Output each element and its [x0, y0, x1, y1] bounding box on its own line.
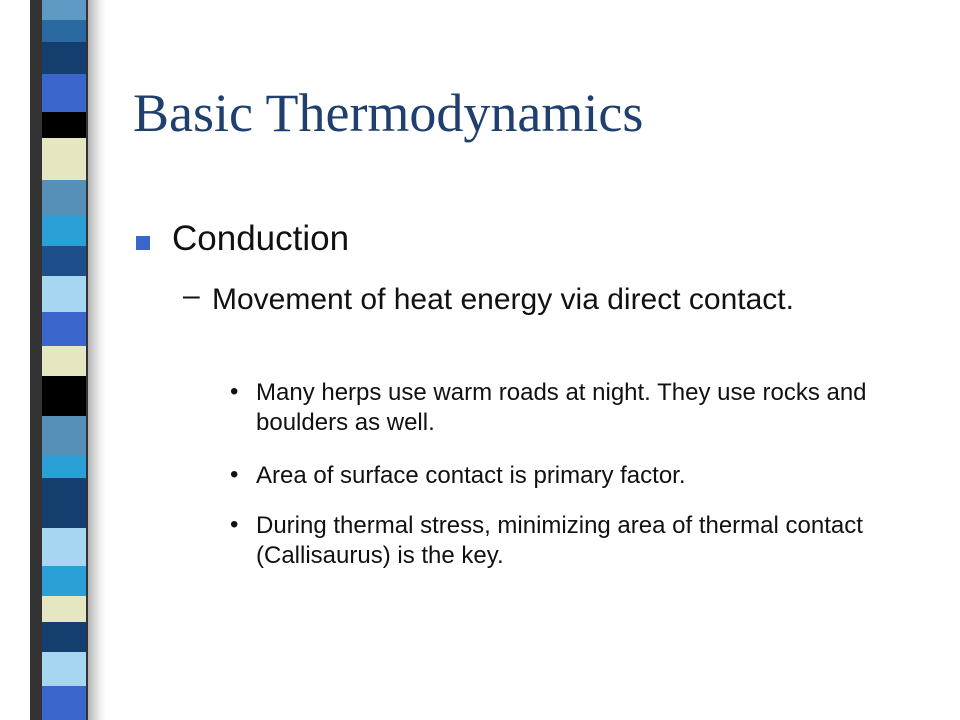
slide-title: Basic Thermodynamics	[133, 83, 644, 143]
decorative-stripe-bar	[30, 0, 90, 720]
square-bullet-icon	[136, 236, 150, 250]
stripe	[42, 0, 86, 20]
stripe	[42, 346, 86, 376]
stripe	[42, 276, 86, 312]
point-text: Area of surface contact is primary factor.	[256, 462, 686, 489]
stripe	[42, 20, 86, 42]
dot-bullet-icon: •	[230, 378, 239, 405]
point-text: Many herps use warm roads at night. They use rocks and boulders as well.	[256, 379, 867, 436]
stripe	[42, 566, 86, 596]
stripe	[42, 376, 86, 416]
stripe	[42, 246, 86, 276]
stripe	[42, 528, 86, 566]
stripe	[42, 622, 86, 652]
sub-bullet-text: Movement of heat energy via direct contact.	[212, 283, 794, 316]
stripe	[42, 686, 86, 720]
stripe	[42, 216, 86, 246]
dash-marker: –	[183, 279, 200, 312]
stripe	[42, 74, 86, 112]
stripe	[42, 180, 86, 216]
stripe	[42, 596, 86, 622]
stripe	[42, 42, 86, 74]
stripe	[42, 478, 86, 528]
point-text: During thermal stress, minimizing area of thermal contact (Callisaurus) is the key.	[256, 512, 863, 569]
stripe	[42, 416, 86, 456]
dot-bullet-icon: •	[230, 511, 239, 538]
stripe-bar-shadow	[88, 0, 106, 720]
stripe	[42, 138, 86, 180]
stripe	[42, 112, 86, 138]
stripe	[42, 312, 86, 346]
stripe	[42, 456, 86, 478]
bullet-conduction: Conduction	[172, 219, 350, 258]
stripe	[42, 652, 86, 686]
dot-bullet-icon: •	[230, 461, 239, 488]
